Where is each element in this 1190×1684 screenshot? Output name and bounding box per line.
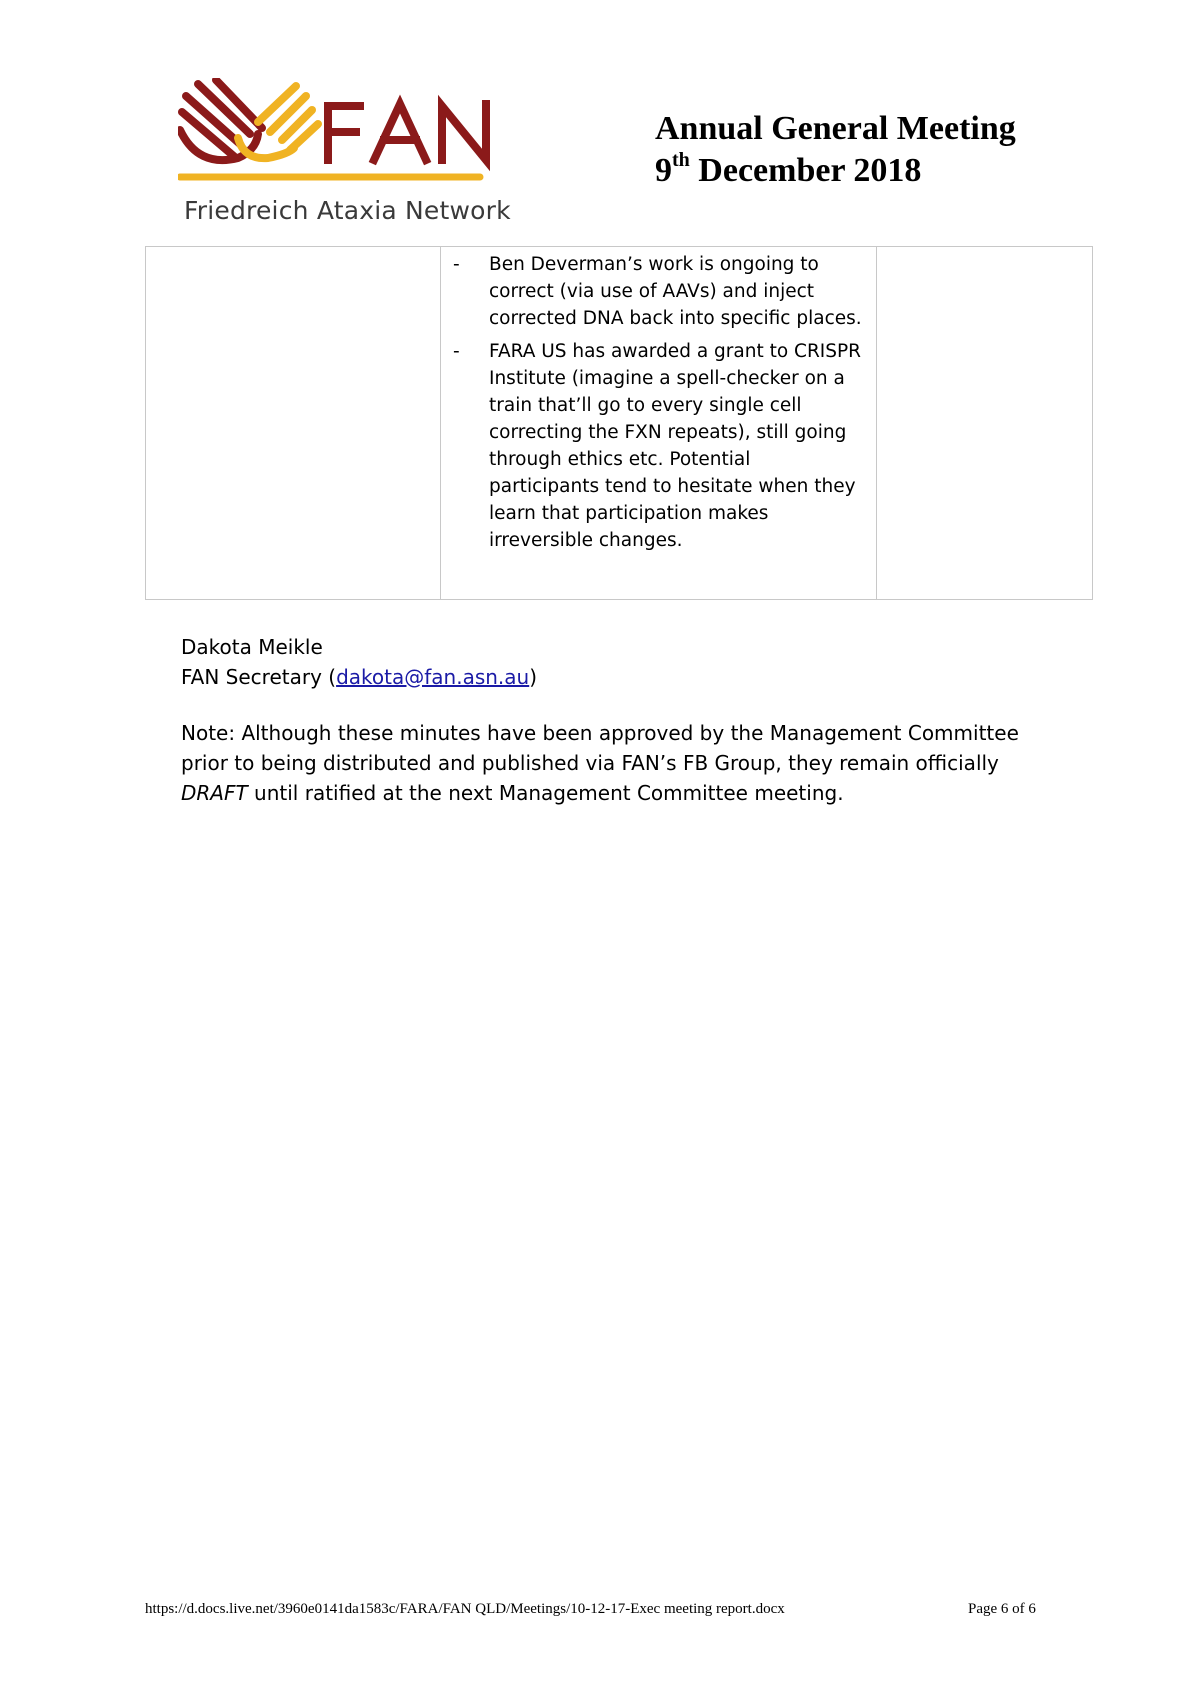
meeting-date <box>655 150 1016 192</box>
secretary-email-link[interactable]: dakota@fan.asn.au <box>336 665 530 689</box>
list-item <box>441 251 876 332</box>
bullet-marker: - <box>453 254 460 275</box>
logo-org-name: Friedreich Ataxia Network <box>184 196 511 225</box>
meeting-date-suffix: th <box>672 148 690 171</box>
footer-page-number: Page 6 of 6 <box>968 1601 1036 1617</box>
hands-logo-icon <box>178 78 528 198</box>
signature-role-prefix: FAN Secretary ( <box>181 665 337 689</box>
meeting-date-day: 9 <box>655 152 672 189</box>
meeting-title: Annual General Meeting <box>655 110 1016 147</box>
meeting-header <box>655 108 1016 192</box>
signature-role <box>181 662 537 692</box>
table-cell-action <box>877 247 1093 600</box>
bullet-text: FARA US has awarded a grant to CRISPR Institute (imagine a spell-checker on a train that’ll go to every single cell correcting the FXN repeats), still going through ethics etc. Potential participants tend to hesitate when they learn that participation makes irreversible changes. <box>489 341 862 551</box>
table-row <box>146 247 1093 600</box>
list-item <box>441 338 876 554</box>
table-cell-discussion <box>441 247 877 600</box>
footer-file-path: https://d.docs.live.net/3960e0141da1583c/FARA/FAN QLD/Meetings/10-12-17-Exec meeting report.docx <box>145 1601 785 1617</box>
bullet-text: Ben Deverman’s work is ongoing to correct (via use of AAVs) and inject corrected DNA back into specific places. <box>489 254 862 329</box>
table-cell-topic <box>146 247 441 600</box>
signature-name: Dakota Meikle <box>181 635 323 659</box>
draft-note <box>181 718 1061 808</box>
discussion-bullet-list <box>441 247 876 554</box>
signature-block <box>181 632 537 692</box>
signature-role-suffix: ) <box>529 665 538 689</box>
note-text-after: until ratified at the next Management Committee meeting. <box>247 781 844 805</box>
minutes-table <box>145 246 1093 600</box>
bullet-marker: - <box>453 341 460 362</box>
note-draft-emphasis: DRAFT <box>181 781 248 805</box>
meeting-date-rest: December 2018 <box>689 152 922 189</box>
fan-logo <box>178 78 528 233</box>
note-text-before: Note: Although these minutes have been approved by the Management Committee prior to being distributed and published via FAN’s FB Group, they remain officially <box>181 721 1019 775</box>
